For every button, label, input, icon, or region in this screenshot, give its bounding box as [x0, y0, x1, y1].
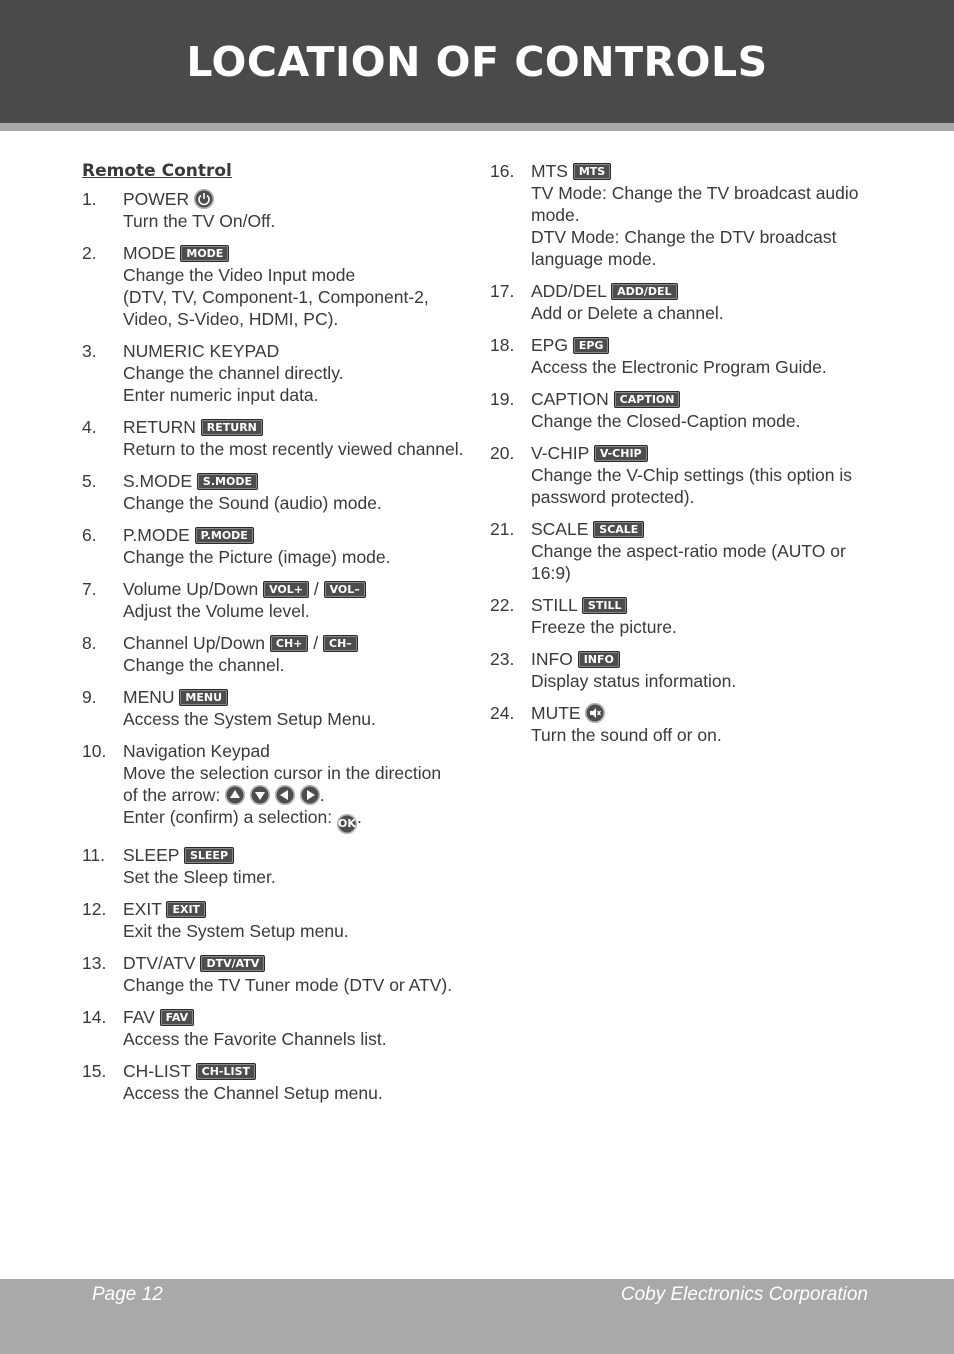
- item-title: Channel Up/Down: [123, 633, 266, 653]
- item-number: 19.: [490, 389, 515, 409]
- item-desc: Enter numeric input data.: [123, 385, 319, 405]
- item-desc: Change the channel.: [123, 655, 285, 675]
- item-number: 4.: [82, 417, 97, 437]
- scale-button-icon: SCALE: [593, 521, 644, 538]
- item-desc: Adjust the Volume level.: [123, 601, 310, 621]
- mts-button-icon: MTS: [573, 163, 611, 180]
- fav-button-icon: FAV: [160, 1009, 195, 1026]
- item-number: 10.: [82, 741, 107, 761]
- pmode-button-icon: P.MODE: [195, 527, 254, 544]
- list-item-ch-list: [82, 1060, 472, 1104]
- item-title: MTS: [531, 161, 568, 181]
- item-number: 1.: [82, 189, 97, 209]
- list-item-sleep: [82, 844, 472, 888]
- exit-button-icon: EXIT: [166, 901, 206, 918]
- list-item-dtv-atv: [82, 952, 472, 996]
- list-item-fav: [82, 1006, 472, 1050]
- arrow-left-icon: [275, 785, 295, 805]
- item-title: P.MODE: [123, 525, 190, 545]
- item-title: SLEEP: [123, 845, 180, 865]
- item-number: 7.: [82, 579, 97, 599]
- item-title: EXIT: [123, 899, 162, 919]
- item-number: 22.: [490, 595, 515, 615]
- ch-list-button-icon: CH-LIST: [196, 1063, 256, 1080]
- item-desc: Display status information.: [531, 671, 737, 691]
- item-number: 3.: [82, 341, 97, 361]
- item-title: CH-LIST: [123, 1061, 191, 1081]
- vol-up-button-icon: VOL+: [263, 581, 309, 598]
- item-desc: Change the aspect-ratio mode (AUTO or 16:9): [531, 541, 846, 583]
- item-desc: Change the Sound (audio) mode.: [123, 493, 382, 513]
- list-item-exit: [82, 898, 472, 942]
- item-desc: TV Mode: Change the TV broadcast audio mode.: [531, 183, 859, 225]
- right-column: [490, 160, 890, 756]
- item-desc: Turn the sound off or on.: [531, 725, 722, 745]
- company-name: Coby Electronics Corporation: [620, 1284, 868, 1305]
- item-number: 21.: [490, 519, 515, 539]
- add-del-button-icon: ADD/DEL: [611, 283, 677, 300]
- item-number: 24.: [490, 703, 515, 723]
- item-desc: Change the Closed-Caption mode.: [531, 411, 801, 431]
- item-number: 12.: [82, 899, 107, 919]
- list-item-still: [490, 594, 890, 638]
- item-desc: Freeze the picture.: [531, 617, 677, 637]
- list-item-channel: 8. Channel Up/Down CH+ / CH– Change the channel.: [82, 632, 472, 676]
- item-number: 11.: [82, 845, 106, 865]
- item-desc: Move the selection cursor in the direction: [123, 763, 442, 783]
- item-number: 17.: [490, 281, 515, 301]
- page-title: LOCATION OF CONTROLS: [186, 38, 768, 86]
- item-title: EPG: [531, 335, 568, 355]
- smode-button-icon: S.MODE: [197, 473, 258, 490]
- item-number: 2.: [82, 243, 97, 263]
- v-chip-button-icon: V-CHIP: [594, 445, 648, 462]
- item-title: V-CHIP: [531, 443, 590, 463]
- mode-button-icon: MODE: [180, 245, 229, 262]
- item-number: 15.: [82, 1061, 107, 1081]
- list-item-v-chip: [490, 442, 890, 508]
- item-number: 5.: [82, 471, 97, 491]
- item-desc: Change the channel directly.: [123, 363, 344, 383]
- item-desc: Exit the System Setup menu.: [123, 921, 349, 941]
- list-item-return: [82, 416, 472, 460]
- list-item-add-del: [490, 280, 890, 324]
- item-desc: DTV Mode: Change the DTV broadcast language mode.: [531, 227, 837, 269]
- item-desc: Set the Sleep timer.: [123, 867, 276, 887]
- item-number: 16.: [490, 161, 515, 181]
- sleep-button-icon: SLEEP: [184, 847, 234, 864]
- item-number: 23.: [490, 649, 515, 669]
- list-item-volume: 7. Volume Up/Down VOL+ / VOL– Adjust the Volume level.: [82, 578, 472, 622]
- left-column: [82, 160, 472, 1114]
- list-item-info: [490, 648, 890, 692]
- arrow-up-icon: [225, 785, 245, 805]
- list-item-pmode: [82, 524, 472, 568]
- section-title: Remote Control: [82, 161, 232, 181]
- caption-button-icon: CAPTION: [614, 391, 681, 408]
- item-number: 20.: [490, 443, 515, 463]
- item-desc: Return to the most recently viewed channel.: [123, 439, 464, 459]
- item-desc: Enter (confirm) a selection:: [123, 807, 333, 827]
- still-button-icon: STILL: [582, 597, 628, 614]
- page-number: Page 12: [92, 1284, 163, 1305]
- item-number: 9.: [82, 687, 97, 707]
- item-title: FAV: [123, 1007, 155, 1027]
- item-title: Navigation Keypad: [123, 741, 270, 761]
- item-desc: Change the V-Chip settings (this option is password protected).: [531, 465, 853, 507]
- dtv-atv-button-icon: DTV/ATV: [200, 955, 265, 972]
- list-item-navigation: 10. Navigation Keypad Move the selection cursor in the direction of the arrow: . Enter (confirm) a selection: OK.: [82, 740, 472, 834]
- mute-icon: [585, 703, 605, 723]
- list-item-caption: [490, 388, 890, 432]
- epg-button-icon: EPG: [573, 337, 610, 354]
- list-item-mode: [82, 242, 472, 330]
- arrow-right-icon: [300, 785, 320, 805]
- item-desc: Change the Picture (image) mode.: [123, 547, 391, 567]
- item-desc: (DTV, TV, Component-1, Component-2, Video, S-Video, HDMI, PC).: [123, 287, 429, 329]
- item-desc: Change the TV Tuner mode (DTV or ATV).: [123, 975, 453, 995]
- item-title: CAPTION: [531, 389, 609, 409]
- item-desc: Turn the TV On/Off.: [123, 211, 276, 231]
- item-desc: Access the System Setup Menu.: [123, 709, 376, 729]
- item-desc: Access the Electronic Program Guide.: [531, 357, 827, 377]
- item-title: STILL: [531, 595, 578, 615]
- item-title: SCALE: [531, 519, 589, 539]
- item-desc: Access the Favorite Channels list.: [123, 1029, 387, 1049]
- item-title: MENU: [123, 687, 175, 707]
- item-title: Volume Up/Down: [123, 579, 259, 599]
- item-desc: Add or Delete a channel.: [531, 303, 724, 323]
- item-number: 18.: [490, 335, 515, 355]
- list-item-numeric-keypad: [82, 340, 472, 406]
- item-title: DTV/ATV: [123, 953, 196, 973]
- return-button-icon: RETURN: [201, 419, 263, 436]
- info-button-icon: INFO: [578, 651, 620, 668]
- item-title: INFO: [531, 649, 573, 669]
- item-number: 8.: [82, 633, 97, 653]
- item-number: 13.: [82, 953, 107, 973]
- list-item-epg: [490, 334, 890, 378]
- arrow-down-icon: [250, 785, 270, 805]
- list-item-menu: [82, 686, 472, 730]
- item-title: S.MODE: [123, 471, 193, 491]
- item-title: NUMERIC KEYPAD: [123, 341, 280, 361]
- item-desc: of the arrow:: [123, 785, 221, 805]
- item-title: ADD/DEL: [531, 281, 607, 301]
- item-title: MODE: [123, 243, 176, 263]
- header-stripe: [0, 123, 954, 131]
- list-item-mute: [490, 702, 890, 746]
- item-number: 6.: [82, 525, 97, 545]
- item-desc: Access the Channel Setup menu.: [123, 1083, 383, 1103]
- item-title: POWER: [123, 189, 190, 209]
- item-title: MUTE: [531, 703, 581, 723]
- ch-up-button-icon: CH+: [270, 635, 309, 652]
- list-item-power: [82, 188, 472, 232]
- list-item-scale: [490, 518, 890, 584]
- list-item-smode: [82, 470, 472, 514]
- item-title: RETURN: [123, 417, 196, 437]
- item-number: 14.: [82, 1007, 107, 1027]
- ch-down-button-icon: CH–: [323, 635, 358, 652]
- vol-down-button-icon: VOL–: [324, 581, 366, 598]
- ok-icon: OK: [337, 814, 357, 834]
- power-icon: [194, 189, 214, 209]
- menu-button-icon: MENU: [179, 689, 228, 706]
- item-desc: Change the Video Input mode: [123, 265, 356, 285]
- list-item-mts: [490, 160, 890, 270]
